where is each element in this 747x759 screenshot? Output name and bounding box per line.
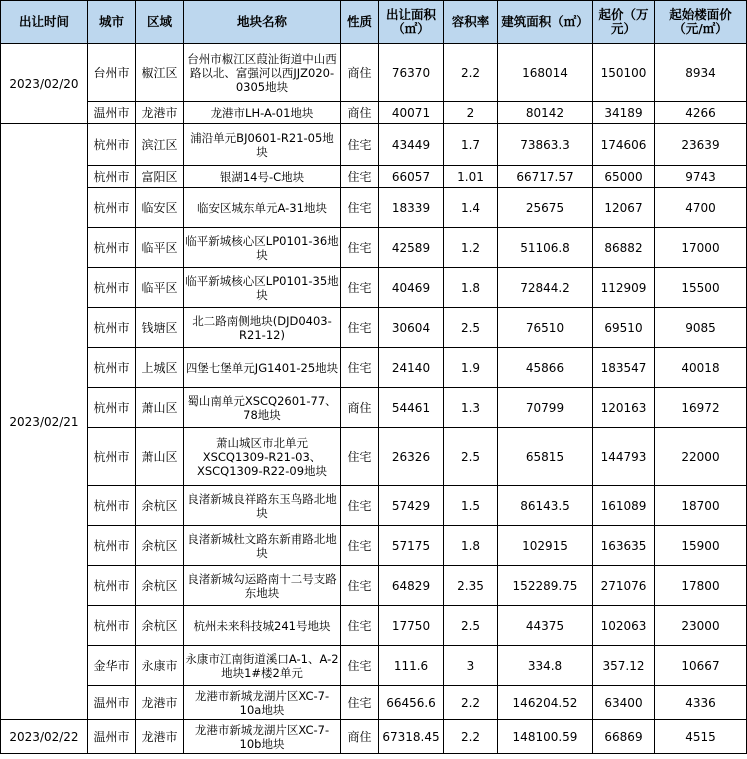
district-cell: 龙港市: [136, 686, 184, 720]
header-start: 起价（万元）: [593, 1, 655, 44]
area-cell: 43449: [379, 124, 444, 166]
district-cell: 余杭区: [136, 566, 184, 606]
area-cell: 17750: [379, 606, 444, 646]
floor-cell: 15500: [655, 268, 747, 308]
far-cell: 2.5: [444, 606, 498, 646]
table-row: [1, 486, 747, 526]
date-cell: 2023/02/21: [1, 124, 88, 720]
name-cell: 台州市椒江区葭沚街道中山西路以北、富强河以西JJZ020-0305地块: [184, 44, 341, 102]
district-cell: 龙港市: [136, 720, 184, 754]
name-cell: 北二路南侧地块(DJD0403-R21-12): [184, 308, 341, 348]
area-cell: 57429: [379, 486, 444, 526]
header-district: 区域: [136, 1, 184, 44]
far-cell: 1.7: [444, 124, 498, 166]
table-row: [1, 308, 747, 348]
table-row: [1, 348, 747, 388]
start-cell: 69510: [593, 308, 655, 348]
floor-cell: 10667: [655, 646, 747, 686]
area-cell: 26326: [379, 428, 444, 486]
district-cell: 上城区: [136, 348, 184, 388]
start-cell: 271076: [593, 566, 655, 606]
header-type: 性质: [341, 1, 379, 44]
far-cell: 1.8: [444, 268, 498, 308]
district-cell: 萧山区: [136, 388, 184, 428]
name-cell: 良渚新城良祥路东玉鸟路北地块: [184, 486, 341, 526]
type-cell: 商住: [341, 388, 379, 428]
floor-cell: 4515: [655, 720, 747, 754]
city-cell: 温州市: [88, 102, 136, 124]
type-cell: 住宅: [341, 646, 379, 686]
type-cell: 住宅: [341, 566, 379, 606]
table-row: [1, 166, 747, 188]
far-cell: 1.4: [444, 188, 498, 228]
far-cell: 1.8: [444, 526, 498, 566]
build-cell: 72844.2: [498, 268, 593, 308]
table-row: [1, 228, 747, 268]
date-cell: 2023/02/20: [1, 44, 88, 124]
name-cell: 临安区城东单元A-31地块: [184, 188, 341, 228]
name-cell: 永康市江南街道溪口A-1、A-2地块1#楼2单元: [184, 646, 341, 686]
city-cell: 杭州市: [88, 566, 136, 606]
header-build: 建筑面积（㎡）: [498, 1, 593, 44]
floor-cell: 4336: [655, 686, 747, 720]
start-cell: 65000: [593, 166, 655, 188]
build-cell: 80142: [498, 102, 593, 124]
start-cell: 150100: [593, 44, 655, 102]
district-cell: 椒江区: [136, 44, 184, 102]
district-cell: 永康市: [136, 646, 184, 686]
city-cell: 杭州市: [88, 308, 136, 348]
name-cell: 银湖14号-C地块: [184, 166, 341, 188]
city-cell: 杭州市: [88, 486, 136, 526]
name-cell: 龙港市LH-A-01地块: [184, 102, 341, 124]
type-cell: 住宅: [341, 308, 379, 348]
far-cell: 1.5: [444, 486, 498, 526]
area-cell: 40469: [379, 268, 444, 308]
start-cell: 34189: [593, 102, 655, 124]
city-cell: 杭州市: [88, 268, 136, 308]
header-name: 地块名称: [184, 1, 341, 44]
header-floor: 起始楼面价（元/㎡）: [655, 1, 747, 44]
far-cell: 2.5: [444, 308, 498, 348]
build-cell: 73863.3: [498, 124, 593, 166]
build-cell: 66717.57: [498, 166, 593, 188]
district-cell: 龙港市: [136, 102, 184, 124]
district-cell: 滨江区: [136, 124, 184, 166]
table-row: [1, 44, 747, 102]
type-cell: 商住: [341, 720, 379, 754]
start-cell: 66869: [593, 720, 655, 754]
floor-cell: 8934: [655, 44, 747, 102]
table-row: [1, 268, 747, 308]
floor-cell: 9085: [655, 308, 747, 348]
start-cell: 163635: [593, 526, 655, 566]
name-cell: 杭州未来科技城241号地块: [184, 606, 341, 646]
start-cell: 112909: [593, 268, 655, 308]
far-cell: 1.01: [444, 166, 498, 188]
table-row: [1, 526, 747, 566]
floor-cell: 4266: [655, 102, 747, 124]
build-cell: 86143.5: [498, 486, 593, 526]
table-row: [1, 686, 747, 720]
floor-cell: 23639: [655, 124, 747, 166]
area-cell: 66456.6: [379, 686, 444, 720]
start-cell: 63400: [593, 686, 655, 720]
district-cell: 临平区: [136, 228, 184, 268]
floor-cell: 22000: [655, 428, 747, 486]
type-cell: 住宅: [341, 166, 379, 188]
district-cell: 余杭区: [136, 526, 184, 566]
type-cell: 住宅: [341, 428, 379, 486]
city-cell: 杭州市: [88, 124, 136, 166]
name-cell: 临平新城核心区LP0101-36地块: [184, 228, 341, 268]
area-cell: 18339: [379, 188, 444, 228]
far-cell: 1.2: [444, 228, 498, 268]
name-cell: 龙港市新城龙湖片区XC-7-10b地块: [184, 720, 341, 754]
district-cell: 钱塘区: [136, 308, 184, 348]
table-row: [1, 566, 747, 606]
floor-cell: 9743: [655, 166, 747, 188]
build-cell: 51106.8: [498, 228, 593, 268]
district-cell: 萧山区: [136, 428, 184, 486]
city-cell: 温州市: [88, 686, 136, 720]
area-cell: 30604: [379, 308, 444, 348]
type-cell: 商住: [341, 102, 379, 124]
city-cell: 杭州市: [88, 166, 136, 188]
start-cell: 120163: [593, 388, 655, 428]
type-cell: 住宅: [341, 188, 379, 228]
start-cell: 86882: [593, 228, 655, 268]
start-cell: 102063: [593, 606, 655, 646]
type-cell: 住宅: [341, 686, 379, 720]
type-cell: 住宅: [341, 268, 379, 308]
table-row: [1, 606, 747, 646]
area-cell: 76370: [379, 44, 444, 102]
build-cell: 76510: [498, 308, 593, 348]
name-cell: 龙港市新城龙湖片区XC-7-10a地块: [184, 686, 341, 720]
area-cell: 64829: [379, 566, 444, 606]
area-cell: 111.6: [379, 646, 444, 686]
area-cell: 66057: [379, 166, 444, 188]
start-cell: 174606: [593, 124, 655, 166]
city-cell: 杭州市: [88, 526, 136, 566]
floor-cell: 17000: [655, 228, 747, 268]
table-row: [1, 102, 747, 124]
city-cell: 杭州市: [88, 348, 136, 388]
city-cell: 温州市: [88, 720, 136, 754]
build-cell: 148100.59: [498, 720, 593, 754]
type-cell: 商住: [341, 44, 379, 102]
city-cell: 台州市: [88, 44, 136, 102]
table-row: [1, 124, 747, 166]
build-cell: 168014: [498, 44, 593, 102]
name-cell: 萧山城区市北单元XSCQ1309-R21-03、XSCQ1309-R22-09地块: [184, 428, 341, 486]
floor-cell: 40018: [655, 348, 747, 388]
city-cell: 杭州市: [88, 188, 136, 228]
type-cell: 住宅: [341, 124, 379, 166]
date-cell: 2023/02/22: [1, 720, 88, 754]
far-cell: 1.3: [444, 388, 498, 428]
build-cell: 146204.52: [498, 686, 593, 720]
floor-cell: 4700: [655, 188, 747, 228]
area-cell: 42589: [379, 228, 444, 268]
far-cell: 2.35: [444, 566, 498, 606]
floor-cell: 23000: [655, 606, 747, 646]
build-cell: 152289.75: [498, 566, 593, 606]
area-cell: 57175: [379, 526, 444, 566]
city-cell: 杭州市: [88, 606, 136, 646]
area-cell: 40071: [379, 102, 444, 124]
name-cell: 浦沿单元BJ0601-R21-05地块: [184, 124, 341, 166]
start-cell: 161089: [593, 486, 655, 526]
city-cell: 金华市: [88, 646, 136, 686]
name-cell: 四堡七堡单元JG1401-25地块: [184, 348, 341, 388]
district-cell: 余杭区: [136, 486, 184, 526]
far-cell: 2.2: [444, 44, 498, 102]
type-cell: 住宅: [341, 486, 379, 526]
table-row: [1, 428, 747, 486]
district-cell: 余杭区: [136, 606, 184, 646]
district-cell: 临平区: [136, 268, 184, 308]
area-cell: 54461: [379, 388, 444, 428]
far-cell: 2: [444, 102, 498, 124]
header-row: [1, 1, 747, 44]
floor-cell: 15900: [655, 526, 747, 566]
type-cell: 住宅: [341, 228, 379, 268]
build-cell: 25675: [498, 188, 593, 228]
build-cell: 70799: [498, 388, 593, 428]
area-cell: 24140: [379, 348, 444, 388]
name-cell: 良渚新城杜文路东新甫路北地块: [184, 526, 341, 566]
header-far: 容积率: [444, 1, 498, 44]
build-cell: 45866: [498, 348, 593, 388]
build-cell: 334.8: [498, 646, 593, 686]
build-cell: 102915: [498, 526, 593, 566]
table-row: [1, 646, 747, 686]
city-cell: 杭州市: [88, 388, 136, 428]
far-cell: 2.5: [444, 428, 498, 486]
floor-cell: 17800: [655, 566, 747, 606]
district-cell: 富阳区: [136, 166, 184, 188]
floor-cell: 16972: [655, 388, 747, 428]
start-cell: 183547: [593, 348, 655, 388]
name-cell: 良渚新城勾运路南十二号支路东地块: [184, 566, 341, 606]
name-cell: 蜀山南单元XSCQ2601-77、78地块: [184, 388, 341, 428]
start-cell: 357.12: [593, 646, 655, 686]
type-cell: 住宅: [341, 606, 379, 646]
type-cell: 住宅: [341, 348, 379, 388]
table-row: [1, 188, 747, 228]
name-cell: 临平新城核心区LP0101-35地块: [184, 268, 341, 308]
header-date: 出让时间: [1, 1, 88, 44]
table-row: [1, 388, 747, 428]
city-cell: 杭州市: [88, 228, 136, 268]
table-row: [1, 720, 747, 754]
build-cell: 44375: [498, 606, 593, 646]
type-cell: 住宅: [341, 526, 379, 566]
header-city: 城市: [88, 1, 136, 44]
header-area: 出让面积（㎡）: [379, 1, 444, 44]
table-body: [1, 44, 747, 754]
build-cell: 65815: [498, 428, 593, 486]
city-cell: 杭州市: [88, 428, 136, 486]
start-cell: 144793: [593, 428, 655, 486]
far-cell: 2.2: [444, 720, 498, 754]
far-cell: 1.9: [444, 348, 498, 388]
district-cell: 临安区: [136, 188, 184, 228]
far-cell: 3: [444, 646, 498, 686]
start-cell: 12067: [593, 188, 655, 228]
far-cell: 2.2: [444, 686, 498, 720]
area-cell: 67318.45: [379, 720, 444, 754]
floor-cell: 18700: [655, 486, 747, 526]
